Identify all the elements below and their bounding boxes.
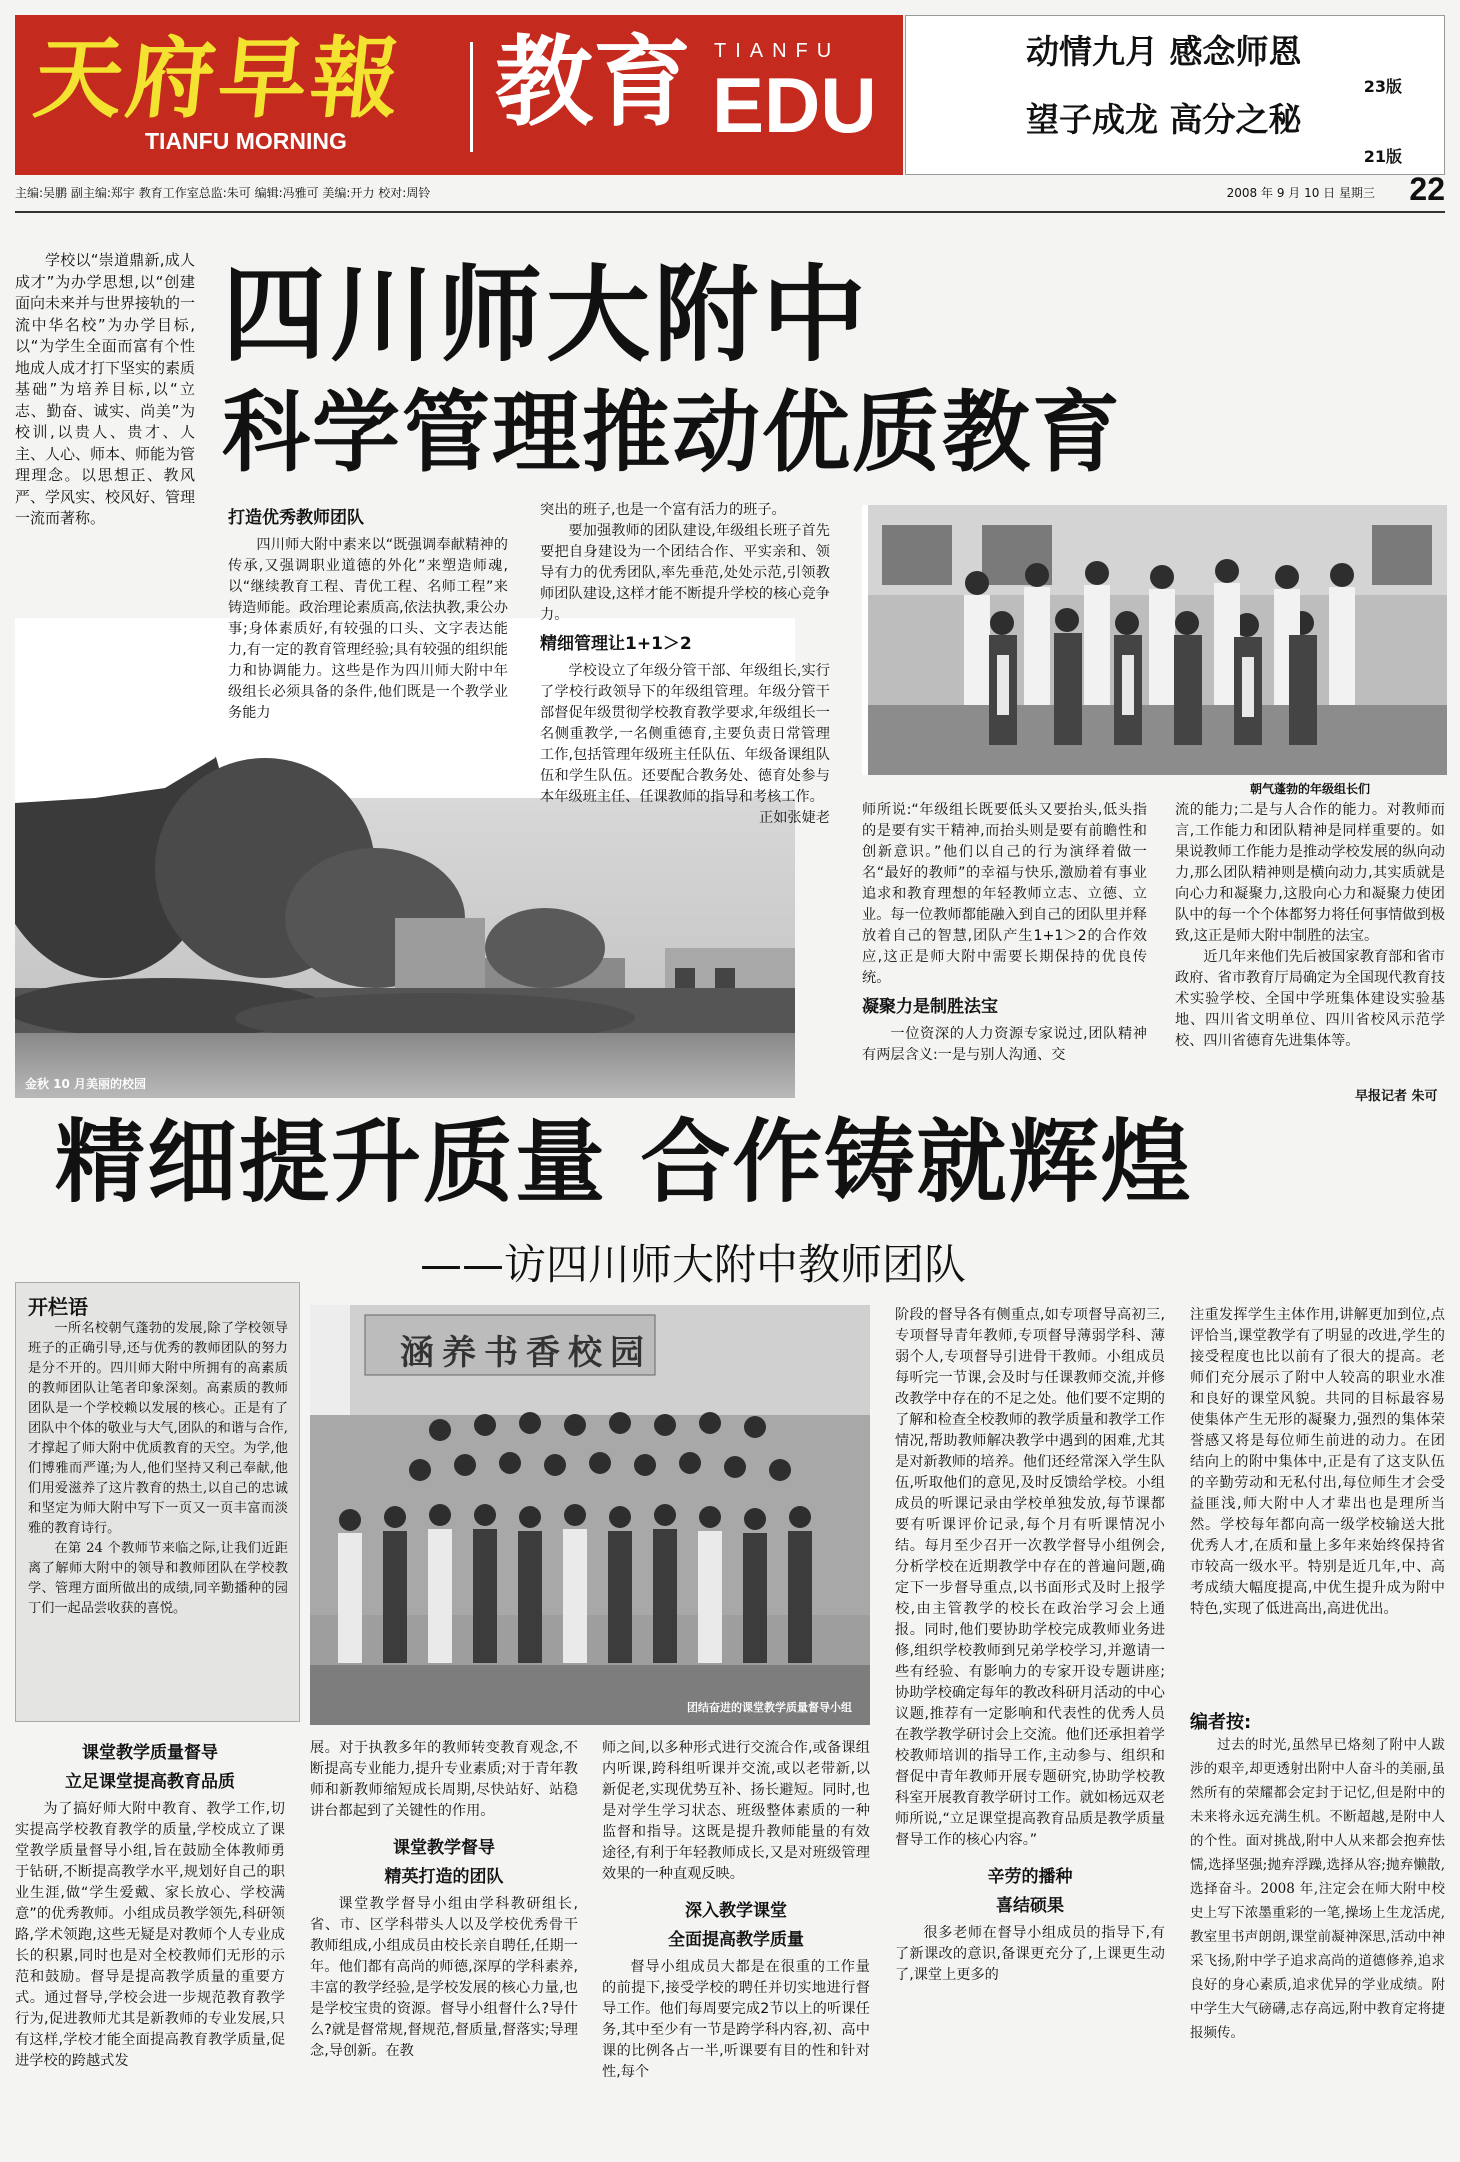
sec4-title-2: 喜结硕果	[996, 1896, 1064, 1916]
info-bar	[15, 171, 1445, 213]
column-intro-box	[15, 1282, 300, 1722]
article2-c5: 注重发挥学生主体作用,讲解更加到位,点评恰当,课堂教学有了明显的改进,学生的接受程度也比以前有了很大的提高。老师们充分展示了附中人较高的职业水准和良好的课堂风貌。共同的目标最容易使集体产生无形的凝聚力,强烈的集体荣誉感又将是每位师生前进的动力。在团结向上的附中集体中,正是有了这支队伍的辛勤劳动和无私付出,每位师生才会受益匪浅,师大附中人才辈出也是理所当然。学校每年都向高一级学校输送大批优秀人才,在质和量上多年来始终保持省市较高一级水平。特别是近几年,中、高考成绩大幅度提高,中优生提升成为附中特色,实现了低进高出,高进优出。	[1190, 1307, 1445, 1617]
column-intro-p2: 在第 24 个教师节来临之际,让我们近距离了解师大附中的领导和教师团队在学校教学、管理方面所做出的成绩,同辛勤播种的园丁们一起品尝收获的喜悦。	[28, 1541, 288, 1616]
team-photo	[310, 1305, 870, 1725]
article1-p6: 师所说:“年级组长既要低头又要抬头,低头指的是要有实干精神,而抬头则是要有前瞻性和创新意识。”他们以自己的行为演绎着做一名“最好的教师”的幸福与快乐,激励着有事业追求和教育理想的年轻教师立志、立德、立业。每一位教师都能融入到自己的团队里并释放着自己的智慧,团队产生1+1＞2的合作效应,这正是师大附中需要长期保持的优良传统。	[862, 802, 1147, 986]
newspaper-logo-english: TIANFU MORNING	[145, 128, 347, 154]
article2-column-2	[310, 1738, 578, 2062]
editor-note-text	[1190, 1733, 1445, 2045]
section-title-english: EDU	[712, 61, 877, 149]
subheadline-interview: ——访四川师大附中教师团队	[420, 1240, 967, 1289]
team-photo-caption: 团结奋进的课堂教学质量督导小组	[687, 1701, 852, 1714]
leaders-photo-caption: 朝气蓬勃的年级组长们	[1250, 782, 1371, 796]
article2-column-4	[895, 1305, 1165, 1986]
article2-c1: 为了搞好师大附中教育、教学工作,切实提高学校教育教学的质量,学校成立了课堂教学质量督导小组,旨在鼓励全体教师勇于钻研,不断提高教学水平,规划好自己的职业生涯,做“学生爱戴、家长放心、学校满意”的优秀教师。小组成员教学领先,科研领路,学术领跑,这些无疑是对教师个人专业成长的积累,同时也是对全校教师们无形的示范和鼓励。督导是提高教学质量的重要方式。通过督导,学校会进一步规范教育教学行为,促进教师尤其是新教师的专业发展,只有这样,学校才能全面提高教育教学质量,促进学校的跨越式发	[15, 1801, 285, 2069]
masthead-divider	[470, 42, 473, 152]
headline-quality: 精细提升质量 合作铸就辉煌	[55, 1110, 1193, 1215]
article2-column-3	[602, 1738, 870, 2083]
article2-column-5	[1190, 1305, 1445, 1620]
column-intro-p1: 一所名校朝气蓬勃的发展,除了学校领导班子的正确引导,还与优秀的教师团队的努力是分不开的。四川师大附中所拥有的高素质的教师团队让笔者印象深刻。高素质的教师团队是一个学校赖以发展的核心。正是有了团队中个体的敬业与大气,团队的和谐与合作,才撑起了师大附中优质教育的天空。为学,他们博雅而严谨;为人,他们坚持又利己奉献,他们用爱滋养了这片教育的热土,以自己的忠诚和坚定为师大附中写下一页又一页丰富而淡雅的教育诗行。	[28, 1321, 288, 1536]
article1-column-5	[1175, 800, 1445, 1052]
promo-box	[905, 15, 1445, 175]
newspaper-logo: 天府早報	[29, 26, 409, 130]
editor-note	[1190, 1712, 1445, 2045]
sec1-title-1: 课堂教学质量督导	[82, 1743, 218, 1763]
article2-c4b: 很多老师在督导小组成员的指导下,有了新课改的意识,备课更充分了,上课更生动了,课堂上更多的	[895, 1925, 1165, 1983]
article2-column-1	[15, 1735, 285, 2072]
article1-p8: 流的能力;二是与人合作的能力。对教师而言,工作能力和团队精神是同样重要的。如果说教师工作能力是推动学校发展的纵向动力,那么团队精神则是横向动力,其实质就是向心力和凝聚力,这股向心力和凝聚力使团队中的每一个个体都努力将任何事情做到极致,这正是师大附中制胜的法宝。	[1175, 802, 1445, 944]
headline-school: 四川师大附中	[222, 254, 871, 376]
article1-p5: 正如张婕老	[759, 810, 830, 826]
staff-credits: 主编:吴鹏 副主编:郑宇 教育工作室总监:朱可 编辑:冯雅可 美编:开力 校对:周铃	[15, 186, 431, 200]
page-number: 22	[1409, 171, 1445, 207]
lead-column	[15, 250, 195, 530]
campus-photo-caption: 金秋 10 月美丽的校园	[25, 1077, 147, 1091]
article1-byline: 早报记者 朱可	[1355, 1089, 1438, 1104]
subhead-cohesion: 凝聚力是制胜法宝	[862, 997, 998, 1017]
article2-c2b: 课堂教学督导小组由学科教研组长,省、市、区学科带头人以及学校优秀骨干教师组成,小组成员由校长亲自聘任,任期一年。他们都有高尚的师德,深厚的学科素养,丰富的教学经验,是学校发展的核心力量,也是学校宝贵的资源。督导小组督什么?导什么?就是督常规,督规范,督质量,督落实;导理念,导创新。在教	[310, 1896, 578, 2059]
article1-p1: 四川师大附中素来以“既强调奉献精神的传承,又强调职业道德的外化”来塑造师魂,以“继续教育工程、青优工程、名师工程”来铸造师能。政治理论素质高,依法执教,秉公办事;身体素质好,有较强的口头、文字表达能力,有一定的教育管理经验;具有较强的组织能力和协调能力。这些是作为四川师大附中年级组长必须具备的条件,他们既是一个教学业务能力	[228, 537, 508, 721]
lead-paragraph: 学校以“崇道鼎新,成人成才”为办学思想,以“创建面向未来并与世界接轨的一流中华名校”为办学目标,以“为学生全面而富有个性地成人成才打下坚实的素质基础”为培养目标,以“立志、勤奋、诚实、尚美”为校训,以贵人、贵才、人主、人心、师本、师能为管理理念。以思想正、教风严、学风实、校风好、管理一流而著称。	[15, 251, 196, 527]
article1-p2: 突出的班子,也是一个富有活力的班子。	[540, 502, 786, 518]
sec2-title-1: 课堂教学督导	[393, 1838, 495, 1858]
leaders-photo-image	[862, 505, 1447, 775]
promo-title-2: 望子成龙 高分之秘	[1026, 100, 1302, 139]
subhead-management: 精细管理让1+1＞2	[540, 634, 692, 654]
editor-note-body: 过去的时光,虽然早已烙刻了附中人跋涉的艰辛,却更透射出附中人奋斗的美丽,虽然所有的荣耀都会定封于记忆,但是附中的未来将永远充满生机。不断超越,是附中人的个性。面对挑战,附中人从来都会抱弃怯懦,选择坚强;抛弃浮躁,选择从容;抛弃懒散,选择奋斗。2008 年,注定会在师大附中校史上写下浓墨重彩的一笔,操场上生龙活虎,教室里书声朗朗,课堂前凝神深思,活动中神采飞扬,附中学子追求高尚的道德修养,追求良好的身心素质,追求优异的学业成绩。附中学生大气磅礴,志存高远,附中教育定将捷报频传。	[1190, 1737, 1445, 2041]
promo-title-1: 动情九月 感念师恩	[1026, 32, 1302, 71]
sec4-title-1: 辛劳的播种	[987, 1867, 1073, 1887]
article2-c3b: 督导小组成员大都是在很重的工作量的前提下,接受学校的聘任并切实地进行督导工作。他们每周要完成2节以上的听课任务,其中至少有一节是跨学科内容,初、高中课的比例各占一半,听课要有目的性和针对性,每个	[602, 1959, 870, 2080]
article1-p7: 一位资深的人力资源专家说过,团队精神有两层含义:一是与别人沟通、交	[862, 1026, 1147, 1063]
editor-note-title: 编者按:	[1190, 1712, 1252, 1733]
article1-p4: 学校设立了年级分管干部、年级组长,实行了学校行政领导下的年级组管理。年级分管干部督促年级贯彻学校教育教学要求,年级组长一名侧重教学,一名侧重德育,主要负责日常管理工作,包括管理年级班主任队伍、年级备课组队伍和学生队伍。还要配合教务处、德育处参与本年级班主任、任课教师的指导和考核工作。	[540, 663, 830, 805]
sec3-title-1: 深入教学课堂	[685, 1901, 787, 1921]
section-title: 教育	[495, 25, 692, 140]
article2-c3a: 师之间,以多种形式进行交流合作,或备课组内听课,跨科组听课并交流,或以老带新,以新促老,实现优势互补、扬长避短。同时,也是对学生学习状态、班级整体素质的一种监督和指导。这既是提升教师能量的有效途径,有利于年轻教师成长,又是对班级管理效果的一种直观反映。	[602, 1740, 870, 1882]
leaders-photo	[862, 505, 1447, 775]
article1-column-3	[540, 500, 830, 829]
article1-column-4	[862, 800, 1147, 1066]
promo-page-2: 21版	[1363, 147, 1402, 166]
article2-c2a: 展。对于执教多年的教师转变教育观念,不断提高专业能力,提升专业素质;对于青年教师和新教师缩短成长周期,尽快站好、站稳讲台都起到了关键性的作用。	[310, 1740, 578, 1819]
column-intro-text	[28, 1319, 288, 1619]
article1-p3: 要加强教师的团队建设,年级组长班子首先要把自身建设为一个团结合作、平实亲和、领导有力的优秀团队,率先垂范,处处示范,引领教师团队建设,这样才能不断提升学校的核心竞争力。	[540, 523, 830, 623]
section-pinyin: TIANFU	[714, 40, 841, 62]
article1-column-2	[228, 500, 508, 724]
sec3-title-2: 全面提高教学质量	[668, 1930, 804, 1950]
article2-c4a: 阶段的督导各有侧重点,如专项督导高初三,专项督导青年教师,专项督导薄弱学科、薄弱个人,专项督导引进骨干教师。小组成员每听完一节课,会及时与任课教师交流,并修改教学中存在的不足之处。他们要不定期的了解和检查全校教师的教学质量和教学工作情况,帮助教师解决教学中遇到的困难,尤其是对新教师的培养。他们还经常深入学生队伍,听取他们的意见,及时反馈给学校。小组成员的听课记录由学校单独发放,每节课都要有听课评价记录,每个月有听课情况小结。每月至少召开一次教学督导小组例会,分析学校在近期教学中存在的普遍问题,确定下一步督导重点,以书面形式及时上报学校,由主管教学的校长在政治学习会上通报。同时,他们要协助学校完成教师业务进修,组织学校教师到兄弟学校学习,并邀请一些有经验、有影响力的专家开设专题讲座;协助学校确定每年的教改科研月活动的中心议题,推荐有一定影响和代表性的优秀人员在教学教学研讨会上交流。他们还承担着学校教师培训的指导工作,主动参与、组织和督促中青年教师开展专题研究,协助学校教科室开展教育教学研讨工作。就如杨远双老师所说,“立足课堂提高教育品质是教学质量督导工作的核心内容。”	[895, 1307, 1165, 1848]
column-intro-title: 开栏语	[28, 1295, 88, 1319]
article1-p9: 近几年来他们先后被国家教育部和省市政府、省市教育厅局确定为全国现代教育技术实验学校、全国中学班集体建设实验基地、四川省文明单位、四川省校风示范学校、四川省德育先进集体等。	[1175, 949, 1445, 1049]
promo-page-1: 23版	[1363, 77, 1402, 96]
headline-main: 科学管理推动优质教育	[222, 381, 1123, 484]
subhead-team: 打造优秀教师团队	[228, 508, 364, 528]
school-banner-text: 涵养书香校园	[400, 1333, 652, 1373]
sec1-title-2: 立足课堂提高教育品质	[65, 1772, 235, 1792]
issue-date: 2008 年 9 月 10 日 星期三	[1226, 186, 1375, 200]
sec2-title-2: 精英打造的团队	[384, 1867, 504, 1887]
